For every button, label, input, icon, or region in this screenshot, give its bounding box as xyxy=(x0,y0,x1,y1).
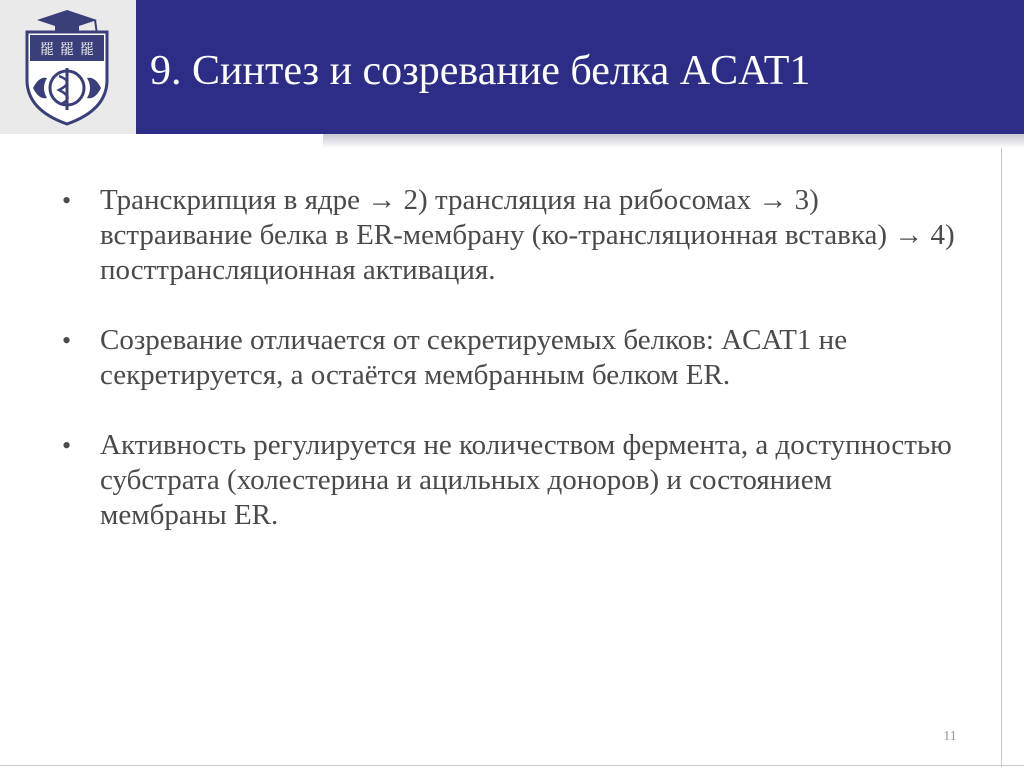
bullet-item xyxy=(62,183,962,288)
bullet-list xyxy=(62,183,962,568)
slide-title: 9. Синтез и созревание белка ACAT1 xyxy=(150,48,811,94)
bullet-dot: • xyxy=(62,186,72,215)
logo-panel xyxy=(0,0,136,134)
bullet-dot: • xyxy=(62,431,72,460)
svg-text:罷: 罷 xyxy=(60,42,74,58)
svg-text:罷: 罷 xyxy=(80,42,94,58)
svg-text:罷: 罷 xyxy=(40,42,54,58)
bullet-text: Транскрипция в ядре → 2) трансляция на рибосомах → 3) встраивание белка в ER-мембрану (ко-трансляционная вставка) → 4) посттрансляционная активация. xyxy=(100,184,955,286)
bullet-item xyxy=(62,428,962,533)
title-shadow xyxy=(323,134,1024,148)
bullet-dot: • xyxy=(62,326,72,355)
title-bar xyxy=(136,0,1024,134)
bullet-text: Активность регулируется не количеством фермента, а доступностью субстрата (холестерина и ацильных доноров) и состоянием мембраны ER. xyxy=(100,429,952,531)
slide-number: 11 xyxy=(943,729,957,744)
university-crest-icon xyxy=(17,6,117,128)
frame-line-right xyxy=(1001,148,1002,767)
bullet-text: Созревание отличается от секретируемых белков: ACAT1 не секретируется, а остаётся мембранным белком ER. xyxy=(100,324,848,391)
frame-line-bottom xyxy=(0,765,1024,766)
bullet-item xyxy=(62,323,962,393)
